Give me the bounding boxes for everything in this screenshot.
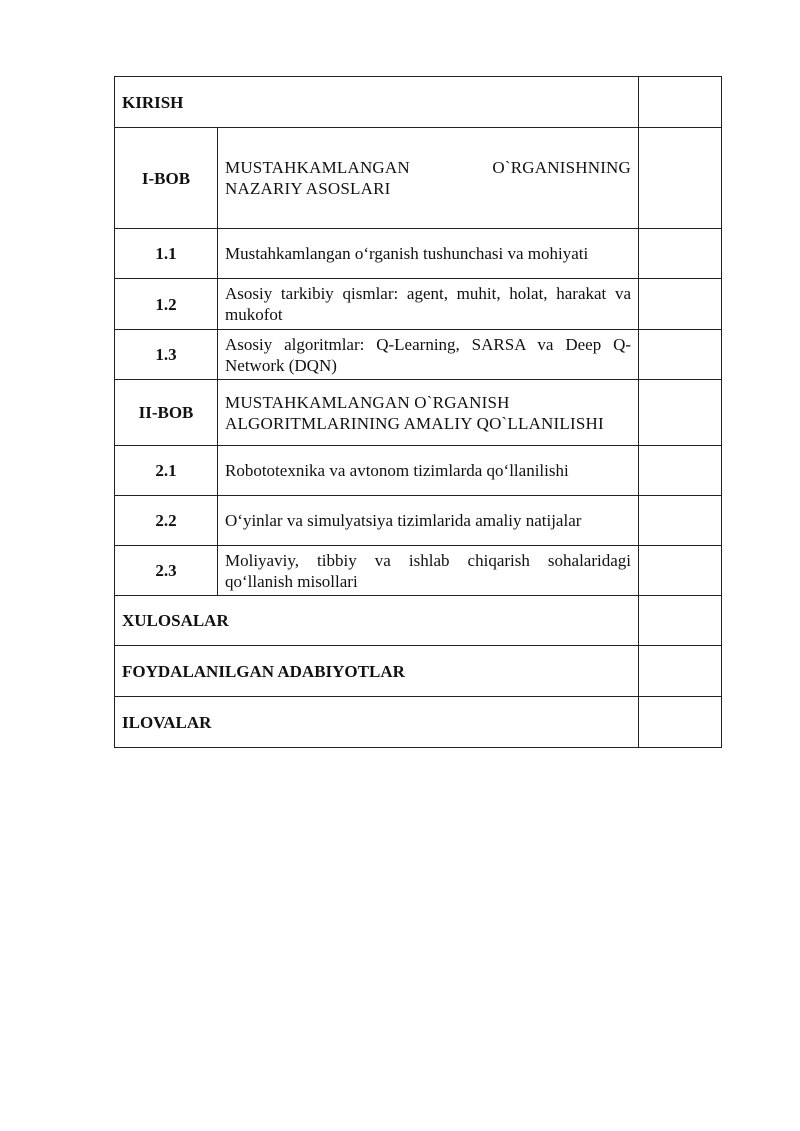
toc-chapter-title: MUSTAHKAMLANGAN O`RGANISH ALGORITMLARINING AMALIY QO`LLANILISHI <box>218 380 639 446</box>
toc-row-kirish <box>115 77 722 128</box>
toc-chapter-title: MUSTAHKAMLANGAN O`RGANISHNING NAZARIY ASOSLARI <box>218 128 639 229</box>
toc-item-number: 1.2 <box>115 279 218 330</box>
toc-row-xulosalar <box>115 596 722 646</box>
toc-section-label: XULOSALAR <box>115 596 639 646</box>
toc-row-1-1 <box>115 229 722 279</box>
toc-chapter-number: II-BOB <box>115 380 218 446</box>
toc-page-cell <box>639 546 722 596</box>
toc-page-cell <box>639 128 722 229</box>
toc-item-title: Asosiy tarkibiy qismlar: agent, muhit, holat, harakat va mukofot <box>218 279 639 330</box>
toc-page-cell <box>639 77 722 128</box>
toc-row-ilovalar <box>115 697 722 748</box>
toc-row-2-1 <box>115 446 722 496</box>
toc-item-number: 1.3 <box>115 330 218 380</box>
toc-page-cell <box>639 646 722 697</box>
toc-row-2-2 <box>115 496 722 546</box>
toc-page-cell <box>639 697 722 748</box>
toc-item-title: Mustahkamlangan o‘rganish tushunchasi va mohiyati <box>218 229 639 279</box>
toc-section-label: FOYDALANILGAN ADABIYOTLAR <box>115 646 639 697</box>
toc-item-number: 1.1 <box>115 229 218 279</box>
toc-row-1-3 <box>115 330 722 380</box>
toc-page-cell <box>639 330 722 380</box>
toc-page-cell <box>639 380 722 446</box>
toc-row-1-2 <box>115 279 722 330</box>
table-of-contents <box>114 76 722 748</box>
toc-page-cell <box>639 496 722 546</box>
toc-page-cell <box>639 596 722 646</box>
toc-page-cell <box>639 279 722 330</box>
toc-item-title: Robototexnika va avtonom tizimlarda qo‘llanilishi <box>218 446 639 496</box>
toc-section-label: ILOVALAR <box>115 697 639 748</box>
toc-page-cell <box>639 229 722 279</box>
toc-row-chapter-2 <box>115 380 722 446</box>
toc-page-cell <box>639 446 722 496</box>
toc-item-number: 2.3 <box>115 546 218 596</box>
toc-row-chapter-1 <box>115 128 722 229</box>
toc-chapter-number: I-BOB <box>115 128 218 229</box>
toc-item-title: Moliyaviy, tibbiy va ishlab chiqarish sohalaridagi qo‘llanish misollari <box>218 546 639 596</box>
toc-item-number: 2.1 <box>115 446 218 496</box>
toc-item-number: 2.2 <box>115 496 218 546</box>
toc-row-adabiyotlar <box>115 646 722 697</box>
toc-section-label: KIRISH <box>115 77 639 128</box>
toc-row-2-3 <box>115 546 722 596</box>
toc-item-title: Asosiy algoritmlar: Q-Learning, SARSA va Deep Q-Network (DQN) <box>218 330 639 380</box>
toc-item-title: O‘yinlar va simulyatsiya tizimlarida amaliy natijalar <box>218 496 639 546</box>
